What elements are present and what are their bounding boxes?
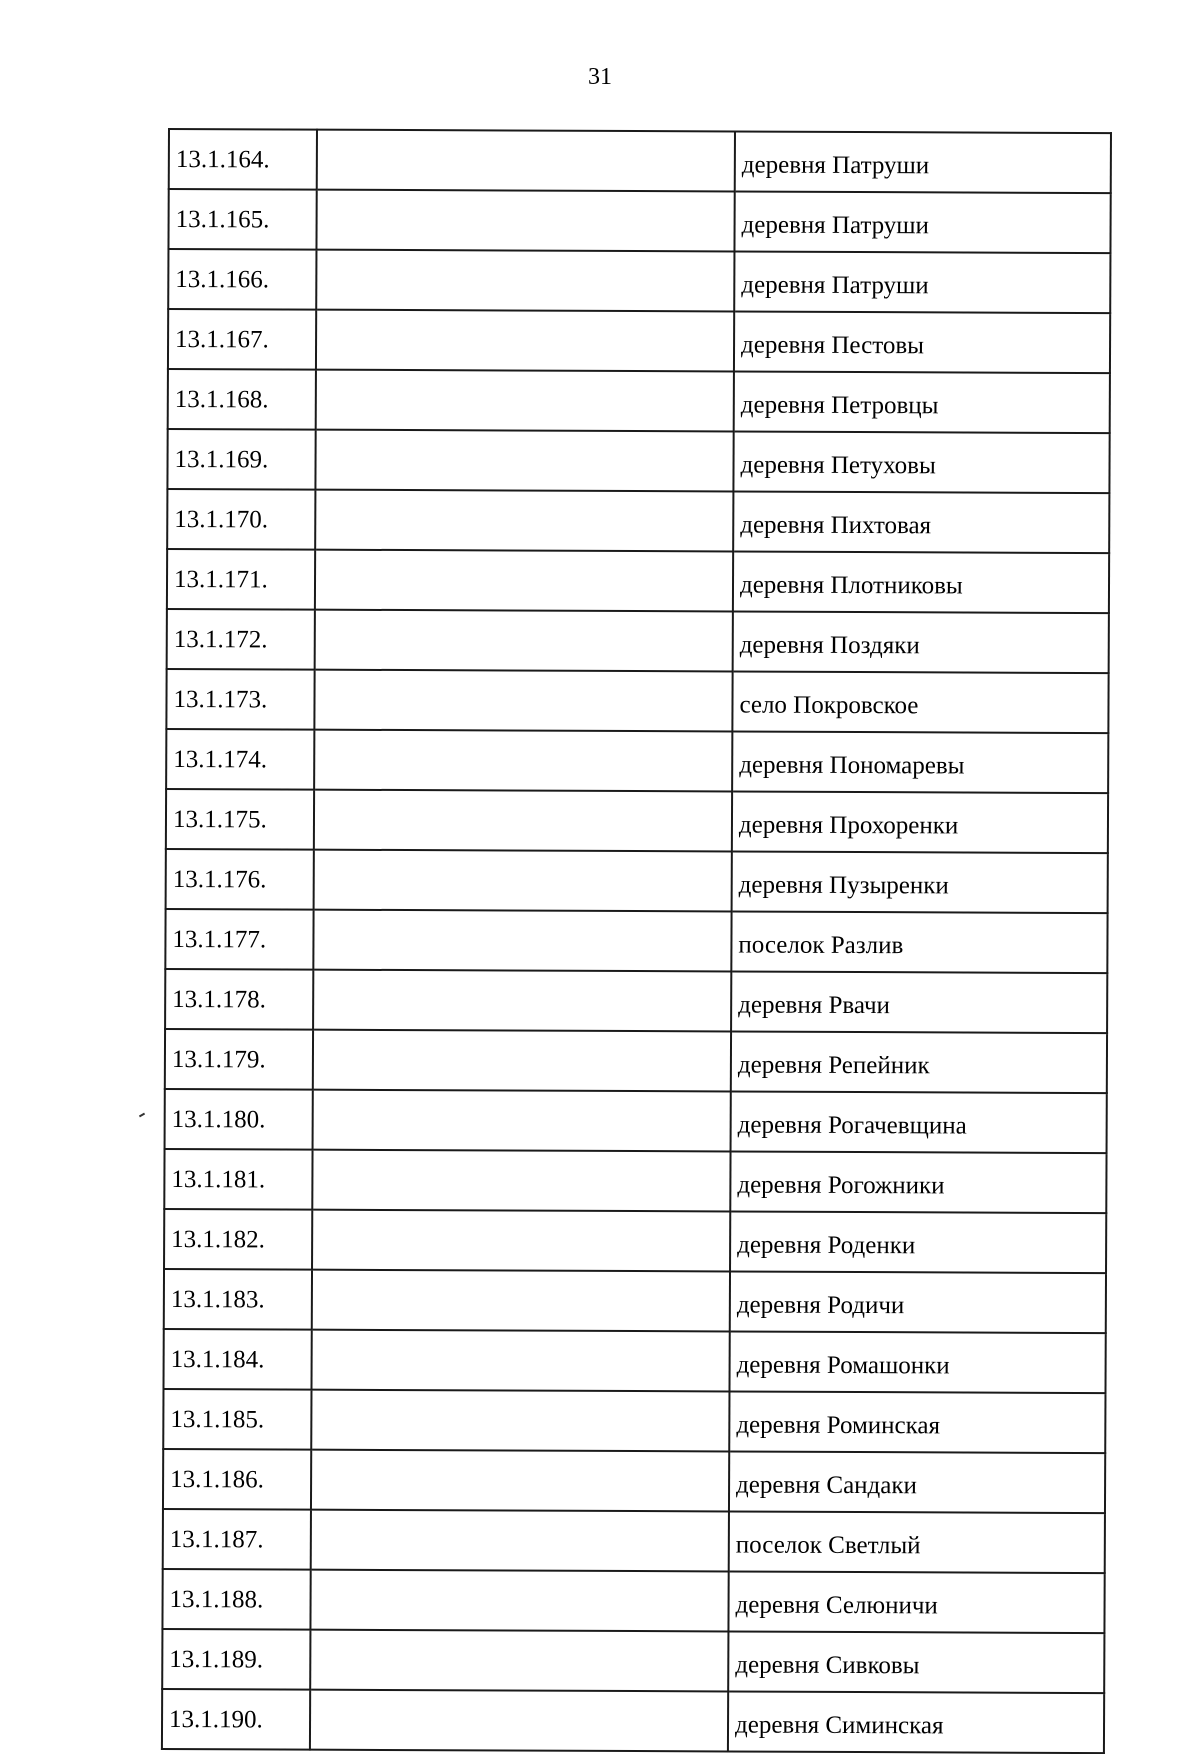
- row-number-cell: 13.1.187.: [163, 1509, 311, 1570]
- empty-cell: [317, 130, 735, 192]
- table-row: [166, 729, 1108, 793]
- scan-mark: [139, 1113, 145, 1118]
- row-number-cell: 13.1.169.: [167, 429, 315, 490]
- row-number-cell: 13.1.184.: [163, 1329, 311, 1390]
- empty-cell: [311, 1510, 729, 1572]
- empty-cell: [316, 190, 734, 252]
- settlement-name-cell: деревня Поздяки: [733, 611, 1109, 673]
- table-row: [164, 1209, 1106, 1273]
- settlement-name-cell: деревня Петуховы: [733, 431, 1109, 493]
- empty-cell: [315, 550, 733, 612]
- row-number-cell: 13.1.177.: [165, 909, 313, 970]
- settlement-name-cell: деревня Патруши: [734, 191, 1110, 253]
- row-number-cell: 13.1.183.: [164, 1269, 312, 1330]
- settlement-name-cell: деревня Роденки: [730, 1211, 1106, 1273]
- table-row: [167, 549, 1109, 613]
- empty-cell: [312, 1270, 730, 1332]
- table-row: [162, 1689, 1104, 1753]
- table-row: [168, 249, 1110, 313]
- settlement-name-cell: деревня Сивковы: [728, 1631, 1104, 1693]
- empty-cell: [312, 1150, 730, 1212]
- settlement-name-cell: деревня Пономаревы: [732, 731, 1108, 793]
- row-number-cell: 13.1.186.: [163, 1449, 311, 1510]
- row-number-cell: 13.1.171.: [167, 549, 315, 610]
- row-number-cell: 13.1.182.: [164, 1209, 312, 1270]
- table-row: [166, 669, 1108, 733]
- table-row: [169, 129, 1111, 193]
- empty-cell: [310, 1690, 728, 1752]
- table-row: [165, 1089, 1107, 1153]
- table-row: [163, 1389, 1105, 1453]
- settlement-name-cell: поселок Светлый: [729, 1511, 1105, 1573]
- empty-cell: [313, 1030, 731, 1092]
- settlement-name-cell: деревня Пихтовая: [733, 491, 1109, 553]
- page-number: 31: [588, 64, 612, 90]
- row-number-cell: 13.1.165.: [168, 189, 316, 250]
- empty-cell: [310, 1570, 728, 1632]
- settlement-name-cell: деревня Родичи: [730, 1271, 1106, 1333]
- row-number-cell: 13.1.181.: [164, 1149, 312, 1210]
- empty-cell: [312, 1210, 730, 1272]
- empty-cell: [315, 610, 733, 672]
- row-number-cell: 13.1.175.: [166, 789, 314, 850]
- row-number-cell: 13.1.164.: [169, 129, 317, 190]
- empty-cell: [316, 250, 734, 312]
- table-row: [163, 1509, 1105, 1573]
- empty-cell: [316, 310, 734, 372]
- settlement-name-cell: деревня Патруши: [735, 131, 1111, 193]
- table-row: [164, 1269, 1106, 1333]
- row-number-cell: 13.1.179.: [165, 1029, 313, 1090]
- row-number-cell: 13.1.170.: [167, 489, 315, 550]
- settlement-name-cell: деревня Роминская: [729, 1391, 1105, 1453]
- table-row: [166, 849, 1108, 913]
- settlements-table: [161, 128, 1112, 1754]
- row-number-cell: 13.1.166.: [168, 249, 316, 310]
- empty-cell: [314, 670, 732, 732]
- empty-cell: [311, 1390, 729, 1452]
- table-row: [168, 369, 1110, 433]
- empty-cell: [316, 370, 734, 432]
- settlement-name-cell: деревня Симинская: [728, 1691, 1104, 1753]
- table-row: [166, 789, 1108, 853]
- table-row: [163, 1329, 1105, 1393]
- empty-cell: [315, 490, 733, 552]
- table-row: [165, 969, 1107, 1033]
- table-row: [167, 429, 1109, 493]
- table-row: [163, 1449, 1105, 1513]
- empty-cell: [311, 1330, 729, 1392]
- row-number-cell: 13.1.168.: [168, 369, 316, 430]
- table-row: [167, 489, 1109, 553]
- settlement-name-cell: деревня Рогожники: [730, 1151, 1106, 1213]
- settlement-name-cell: деревня Пузыренки: [732, 851, 1108, 913]
- settlement-name-cell: деревня Сандаки: [729, 1451, 1105, 1513]
- row-number-cell: 13.1.185.: [163, 1389, 311, 1450]
- settlement-name-cell: деревня Рогачевщина: [731, 1091, 1107, 1153]
- settlement-name-cell: деревня Рвачи: [731, 971, 1107, 1033]
- row-number-cell: 13.1.178.: [165, 969, 313, 1030]
- empty-cell: [314, 730, 732, 792]
- settlement-name-cell: деревня Репейник: [731, 1031, 1107, 1093]
- row-number-cell: 13.1.190.: [162, 1689, 310, 1750]
- settlement-name-cell: деревня Селюничи: [728, 1571, 1104, 1633]
- row-number-cell: 13.1.174.: [166, 729, 314, 790]
- row-number-cell: 13.1.188.: [162, 1569, 310, 1630]
- table-row: [164, 1149, 1106, 1213]
- settlements-table-body: [162, 129, 1111, 1753]
- settlement-name-cell: деревня Прохоренки: [732, 791, 1108, 853]
- row-number-cell: 13.1.189.: [162, 1629, 310, 1690]
- table-row: [162, 1629, 1104, 1693]
- table-row: [167, 609, 1109, 673]
- empty-cell: [313, 970, 731, 1032]
- table-row: [162, 1569, 1104, 1633]
- table-row: [165, 1029, 1107, 1093]
- table-row: [168, 189, 1110, 253]
- settlement-name-cell: село Покровское: [732, 671, 1108, 733]
- settlement-name-cell: деревня Ромашонки: [729, 1331, 1105, 1393]
- row-number-cell: 13.1.180.: [165, 1089, 313, 1150]
- settlement-name-cell: деревня Пестовы: [734, 311, 1110, 373]
- empty-cell: [314, 790, 732, 852]
- settlement-name-cell: деревня Петровцы: [734, 371, 1110, 433]
- empty-cell: [315, 430, 733, 492]
- settlement-name-cell: деревня Патруши: [734, 251, 1110, 313]
- empty-cell: [311, 1450, 729, 1512]
- row-number-cell: 13.1.176.: [166, 849, 314, 910]
- empty-cell: [313, 1090, 731, 1152]
- empty-cell: [313, 910, 731, 972]
- row-number-cell: 13.1.167.: [168, 309, 316, 370]
- row-number-cell: 13.1.173.: [166, 669, 314, 730]
- settlement-name-cell: деревня Плотниковы: [733, 551, 1109, 613]
- empty-cell: [310, 1630, 728, 1692]
- row-number-cell: 13.1.172.: [167, 609, 315, 670]
- empty-cell: [314, 850, 732, 912]
- settlement-name-cell: поселок Разлив: [731, 911, 1107, 973]
- table-row: [168, 309, 1110, 373]
- table-row: [165, 909, 1107, 973]
